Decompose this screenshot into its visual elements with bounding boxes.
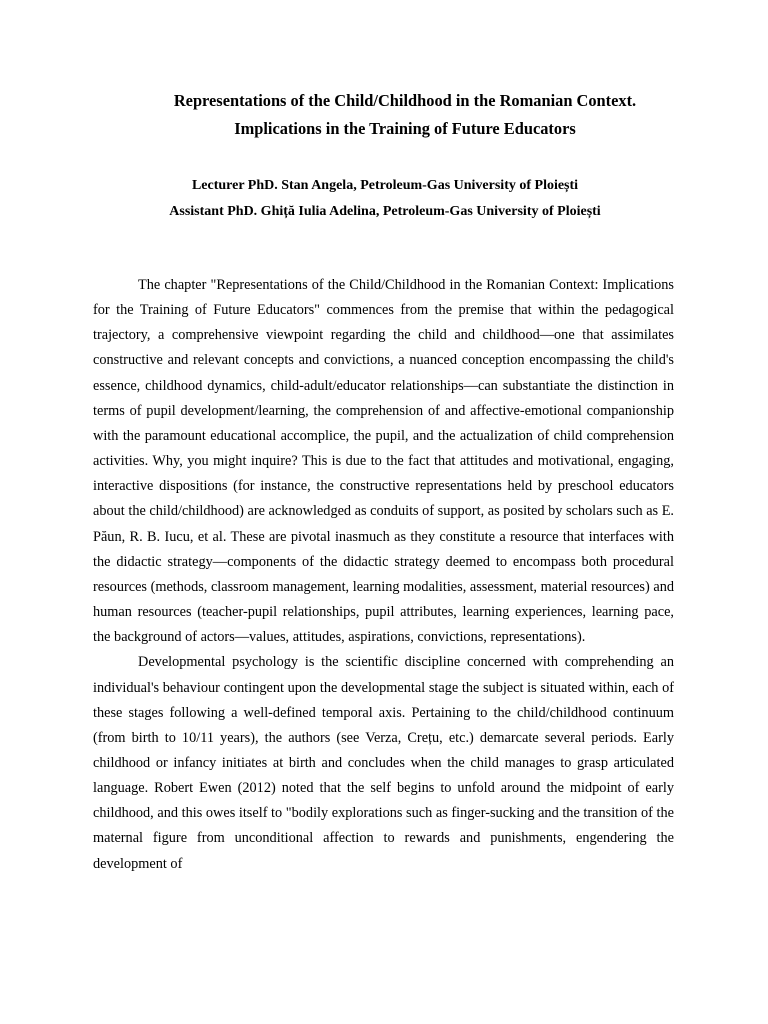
author-list — [90, 173, 680, 225]
author-line: Lecturer PhD. Stan Angela, Petroleum-Gas University of Ploiești — [191, 178, 579, 193]
paragraph: Developmental psychology is the scientific discipline concerned with comprehending an individual's behaviour contingent upon the developmental stage the subject is situated within, each of these stages following a well-defined temporal axis. Pertaining to the child/childhood continuum (from birth to 10/11 years), the authors (see Verza, Crețu, etc.) demarcate several periods. Early childhood or infancy initiates at birth and concludes when the child manages to grasp articulated language. Robert Ewen (2012) noted that the self begins to unfold around the midpoint of early childhood, and this owes itself to "bodily explorations such as finger-sucking and the transition of the maternal figure from unconditional affection to rewards and punishments, engendering the development of — [93, 654, 674, 872]
paragraph: The chapter "Representations of the Child/Childhood in the Romanian Context: Implications for the Training of Future Educators" commences from the premise that within the pedagogical trajectory, a comprehensive viewpoint regarding the child and childhood—one that assimilates constructive and relevant concepts and convictions, a nuanced conception encompassing the child's essence, childhood dynamics, child-adult/educator relationships—can substantiate the distinction in terms of pupil development/learning, the comprehension of and affective-emotional companionship with the paramount educational accomplice, the pupil, and the actualization of child comprehension activities. Why, you might inquire? This is due to the fact that attitudes and motivational, engaging, interactive dispositions (for instance, the constructive representations held by preschool educators about the child/childhood) are acknowledged as conduits of support, as posited by scholars such as E. Păun, R. B. Iucu, et al. These are pivotal inasmuch as they constitute a resource that interfaces with the didactic strategy—components of the didactic strategy deemed to encompass both procedural resources (methods, classroom management, learning modalities, assessment, material resources) and human resources (teacher-pupil relationships, pupil attributes, learning experiences, learning pace, the background of actors—values, attitudes, aspirations, convictions, representations). — [93, 277, 674, 646]
body-text — [93, 273, 674, 877]
document-title — [100, 87, 710, 143]
author-line: Assistant PhD. Ghiță Iulia Adelina, Petroleum-Gas University of Ploiești — [169, 204, 601, 219]
title-line-2: Implications in the Training of Future Educators — [234, 119, 576, 138]
title-line-1: Representations of the Child/Childhood in the Romanian Context. — [173, 91, 637, 110]
